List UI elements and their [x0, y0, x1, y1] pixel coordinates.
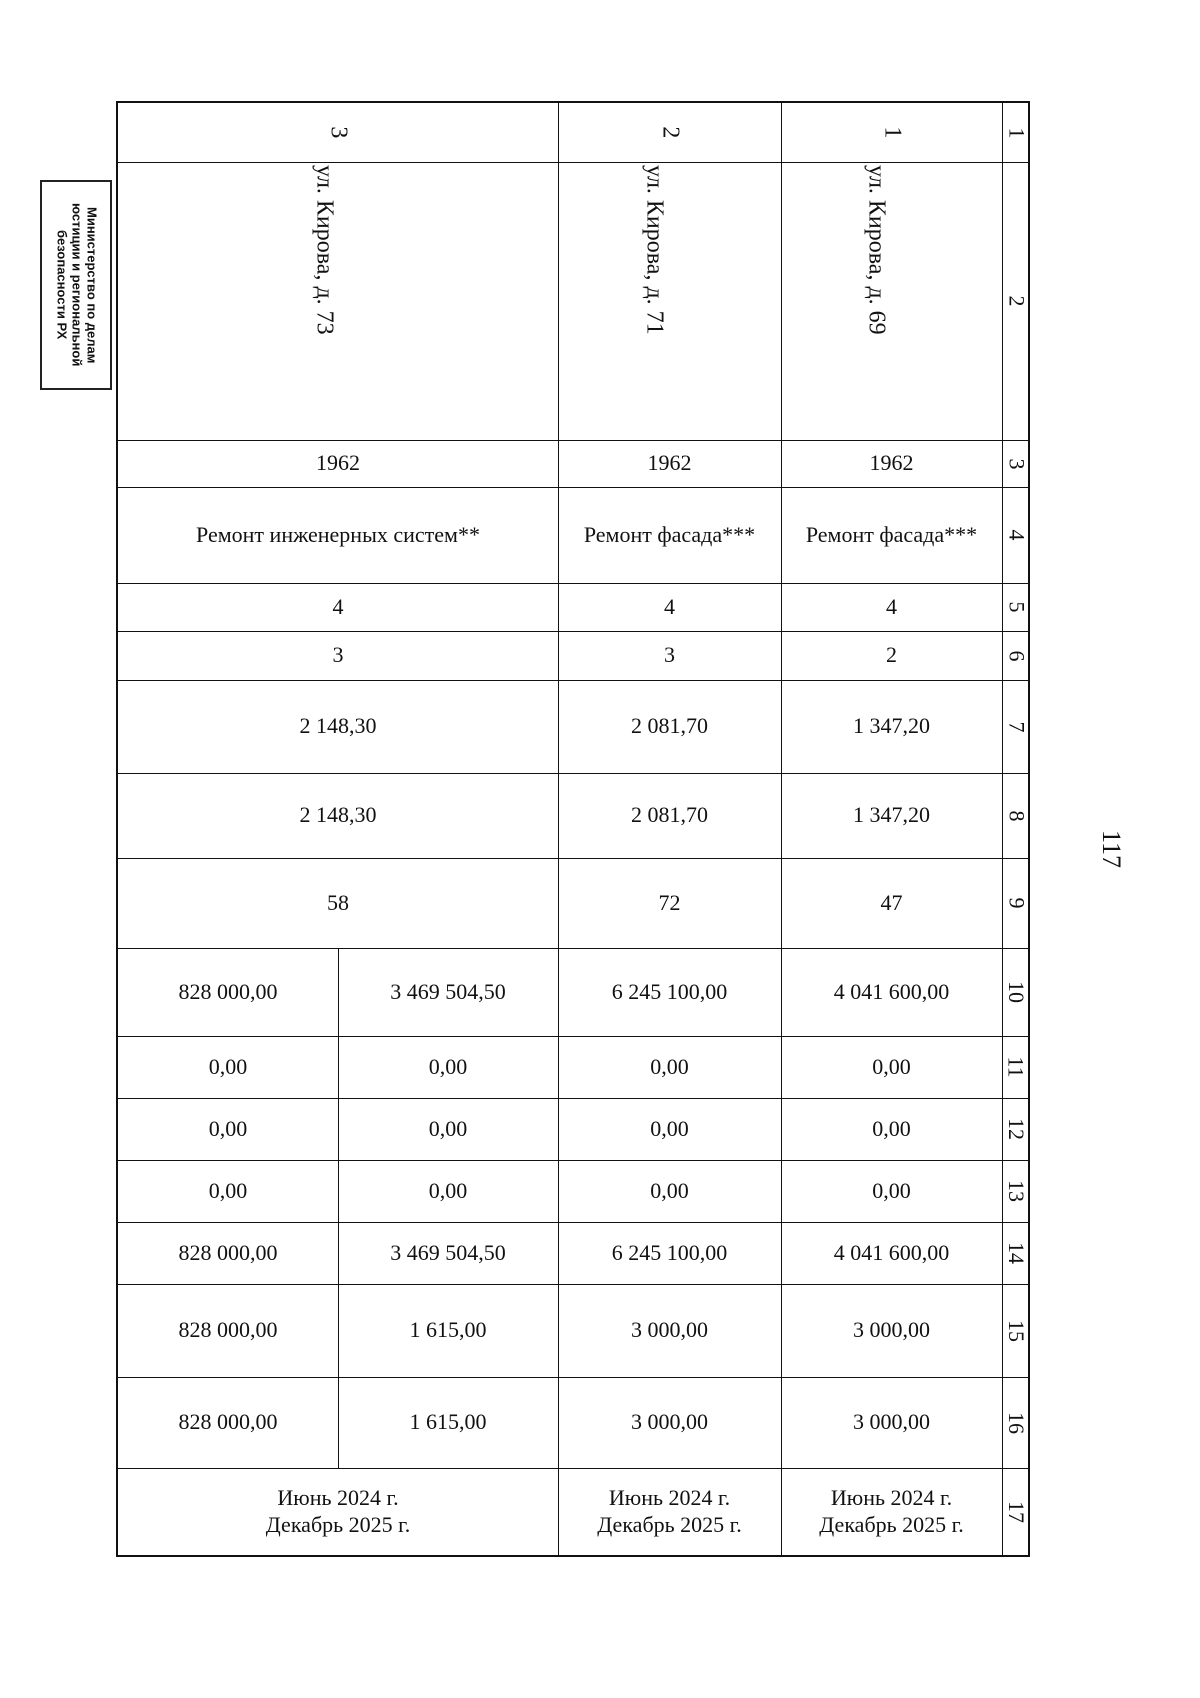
area-living-cell: 1 347,20 — [853, 802, 930, 828]
column-number: 1 — [1004, 127, 1029, 138]
work-type-cell: Ремонт инженерных систем** — [196, 521, 480, 547]
column-number: 4 — [1004, 529, 1029, 541]
period-end: Декабрь 2025 г. — [819, 1511, 964, 1537]
column-number: 16 — [1004, 1411, 1029, 1434]
unit-cost-cell: 1 615,00 — [409, 1317, 487, 1343]
column-number: 15 — [1004, 1319, 1029, 1342]
residents-cell: 58 — [327, 889, 349, 915]
period-cell — [558, 1468, 781, 1555]
fund-a-cell: 0,00 — [872, 1053, 911, 1079]
column-number: 9 — [1004, 897, 1029, 909]
row-seq: 1 — [878, 126, 905, 139]
period-start: Июнь 2024 г. — [277, 1485, 399, 1511]
ministry-stamp — [40, 180, 112, 390]
area-total-cell: 2 081,70 — [631, 713, 708, 739]
fund-c-cell: 0,00 — [650, 1177, 689, 1203]
entrances-cell: 2 — [886, 642, 897, 668]
address-cell: ул. Кирова, д. 73 — [311, 165, 338, 335]
unit-cost-cell: 3 000,00 — [631, 1317, 708, 1343]
residents-cell: 72 — [658, 889, 681, 915]
max-unit-cost-cell: 1 615,00 — [409, 1409, 487, 1435]
period-start: Июнь 2024 г. — [830, 1485, 953, 1511]
column-number: 5 — [1004, 601, 1029, 613]
entrances-cell: 3 — [332, 642, 344, 668]
column-number: 8 — [1004, 810, 1029, 821]
floors-cell: 4 — [332, 593, 344, 619]
fund-c-cell: 0,00 — [208, 1177, 248, 1203]
year-cell: 1962 — [316, 450, 360, 476]
column-number: 7 — [1004, 721, 1029, 732]
column-number: 13 — [1004, 1180, 1029, 1202]
address-cell: ул. Кирова, д. 69 — [863, 165, 890, 335]
stamp-line-1: Министерство по делам — [84, 206, 100, 364]
fund-a-cell: 0,00 — [428, 1053, 468, 1079]
entrances-cell: 3 — [664, 642, 675, 668]
cost-total-cell: 828 000,00 — [178, 978, 278, 1004]
area-living-cell: 2 148,30 — [299, 802, 377, 828]
period-cell — [781, 1468, 1002, 1555]
residents-cell: 47 — [880, 889, 903, 915]
fund-c-cell: 0,00 — [872, 1177, 911, 1203]
address-cell: ул. Кирова, д. 71 — [641, 165, 668, 335]
fund-a-cell: 0,00 — [208, 1053, 248, 1079]
cost-total-cell: 3 469 504,50 — [390, 978, 506, 1004]
area-living-cell: 2 081,70 — [631, 802, 708, 828]
owners-funds-cell: 828 000,00 — [178, 1239, 278, 1265]
max-unit-cost-cell: 828 000,00 — [178, 1409, 278, 1435]
unit-cost-cell: 828 000,00 — [178, 1317, 278, 1343]
area-total-cell: 2 148,30 — [299, 713, 377, 739]
stamp-line-2: юстиции и региональной — [69, 203, 85, 367]
fund-c-cell: 0,00 — [428, 1177, 468, 1203]
column-number: 6 — [1004, 650, 1029, 661]
work-type-cell: Ремонт фасада*** — [583, 521, 756, 547]
max-unit-cost-cell: 3 000,00 — [853, 1409, 930, 1435]
area-total-cell: 1 347,20 — [853, 713, 930, 739]
column-number: 2 — [1004, 295, 1029, 307]
fund-b-cell: 0,00 — [428, 1115, 468, 1141]
column-number: 14 — [1004, 1242, 1029, 1264]
floors-cell: 4 — [664, 593, 675, 619]
period-start: Июнь 2024 г. — [608, 1485, 731, 1511]
owners-funds-cell: 6 245 100,00 — [611, 1239, 728, 1265]
column-number: 11 — [1004, 1056, 1029, 1078]
stamp-line-3: безопасности РХ — [54, 230, 70, 340]
period-cell — [118, 1468, 558, 1555]
owners-funds-cell: 3 469 504,50 — [390, 1239, 506, 1265]
owners-funds-cell: 4 041 600,00 — [833, 1239, 950, 1265]
max-unit-cost-cell: 3 000,00 — [631, 1409, 708, 1435]
fund-b-cell: 0,00 — [872, 1115, 911, 1141]
fund-b-cell: 0,00 — [208, 1115, 248, 1141]
year-cell: 1962 — [647, 450, 692, 476]
work-type-cell: Ремонт фасада*** — [805, 521, 978, 547]
column-number: 3 — [1004, 458, 1029, 469]
cost-total-cell: 4 041 600,00 — [833, 978, 950, 1004]
page-number: 117 — [1097, 830, 1126, 869]
floors-cell: 4 — [886, 593, 897, 619]
column-number: 12 — [1004, 1118, 1029, 1140]
column-number: 17 — [1004, 1500, 1029, 1523]
unit-cost-cell: 3 000,00 — [853, 1317, 930, 1343]
row-seq: 3 — [325, 126, 352, 139]
cost-total-cell: 6 245 100,00 — [611, 978, 728, 1004]
year-cell: 1962 — [869, 450, 914, 476]
period-end: Декабрь 2025 г. — [265, 1511, 411, 1537]
document-table — [116, 101, 1030, 1557]
period-end: Декабрь 2025 г. — [597, 1511, 742, 1537]
column-number: 10 — [1004, 981, 1029, 1003]
row-seq: 2 — [656, 126, 683, 139]
fund-a-cell: 0,00 — [650, 1053, 689, 1079]
fund-b-cell: 0,00 — [650, 1115, 689, 1141]
